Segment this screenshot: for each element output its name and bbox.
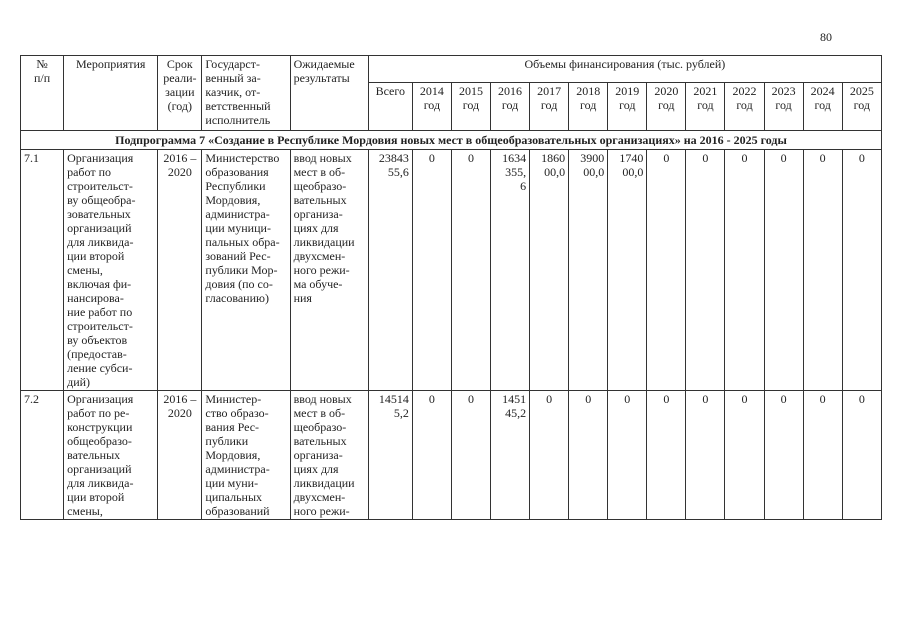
table-row (21, 391, 882, 520)
row-value: 0 (412, 150, 451, 391)
header-funding: Объемы финансирования (тыс. рублей) (368, 56, 881, 83)
header-activity: Мероприятия (64, 56, 158, 131)
header-year: 2020 год (647, 82, 686, 130)
row-customer: Министер- ство образо- вания Рес- публики Мордовия, администра- ции муни- ципальных образований (202, 391, 290, 520)
row-term: 2016 – 2020 (158, 150, 202, 391)
row-value: 3900 00,0 (569, 150, 608, 391)
header-term: Срок реали- зации (год) (158, 56, 202, 131)
header-total: Всего (368, 82, 412, 130)
row-value: 0 (725, 150, 764, 391)
row-value: 0 (764, 150, 803, 391)
row-value: 0 (451, 150, 490, 391)
row-total: 23843 55,6 (368, 150, 412, 391)
row-value: 0 (569, 391, 608, 520)
header-year: 2025 год (842, 82, 881, 130)
row-value: 0 (803, 150, 842, 391)
header-year: 2022 год (725, 82, 764, 130)
row-value: 0 (842, 150, 881, 391)
header-year: 2018 год (569, 82, 608, 130)
row-value: 0 (647, 391, 686, 520)
row-customer: Министерство образования Республики Мордовия, администра- ции муници- пальных обра- зований Рес- публики Мор- довия (по со- гласованию) (202, 150, 290, 391)
header-year: 2016 год (491, 82, 530, 130)
row-results: ввод новых мест в об- щеобразо- вательных организа- циях для ликвидации двухсмен- ного режи- ма обуче- ния (290, 150, 368, 391)
table-row (21, 150, 882, 391)
row-activity: Организация работ по ре- конструкции общеобразо- вательных организаций для ликвида- ции второй смены, (64, 391, 158, 520)
row-value: 0 (842, 391, 881, 520)
row-value: 1451 45,2 (491, 391, 530, 520)
row-num: 7.1 (21, 150, 64, 391)
row-activity: Организация работ по строительст- ву общеобра- зовательных организаций для ликвида- ции второй смены, включая фи- нансирова- ние работ по строительст- ву объектов (предостав- ление субси- дий) (64, 150, 158, 391)
row-value: 0 (608, 391, 647, 520)
row-value: 0 (764, 391, 803, 520)
row-value: 0 (412, 391, 451, 520)
header-row-1 (21, 56, 882, 83)
row-value: 0 (725, 391, 764, 520)
row-value: 1634 355, 6 (491, 150, 530, 391)
row-value: 0 (803, 391, 842, 520)
header-num: № п/п (21, 56, 64, 131)
page-number: 80 (820, 30, 832, 44)
header-year: 2014 год (412, 82, 451, 130)
header-customer: Государст- венный за- казчик, от- ветственный исполнитель (202, 56, 290, 131)
header-results: Ожидаемые результаты (290, 56, 368, 131)
row-total: 14514 5,2 (368, 391, 412, 520)
header-year: 2021 год (686, 82, 725, 130)
row-value: 0 (530, 391, 569, 520)
header-year: 2015 год (451, 82, 490, 130)
funding-table (20, 55, 882, 520)
header-year: 2017 год (530, 82, 569, 130)
row-value: 0 (451, 391, 490, 520)
row-value: 0 (686, 150, 725, 391)
subprogram-row (21, 131, 882, 150)
row-term: 2016 – 2020 (158, 391, 202, 520)
row-value: 1740 00,0 (608, 150, 647, 391)
header-year: 2019 год (608, 82, 647, 130)
row-value: 1860 00,0 (530, 150, 569, 391)
header-year: 2024 год (803, 82, 842, 130)
subprogram-title: Подпрограмма 7 «Создание в Республике Мордовия новых мест в общеобразовательных организациях» на 2016 - 2025 годы (21, 131, 882, 150)
row-value: 0 (686, 391, 725, 520)
row-results: ввод новых мест в об- щеобразо- вательных организа- циях для ликвидации двухсмен- ного режи- (290, 391, 368, 520)
row-value: 0 (647, 150, 686, 391)
row-num: 7.2 (21, 391, 64, 520)
header-year: 2023 год (764, 82, 803, 130)
